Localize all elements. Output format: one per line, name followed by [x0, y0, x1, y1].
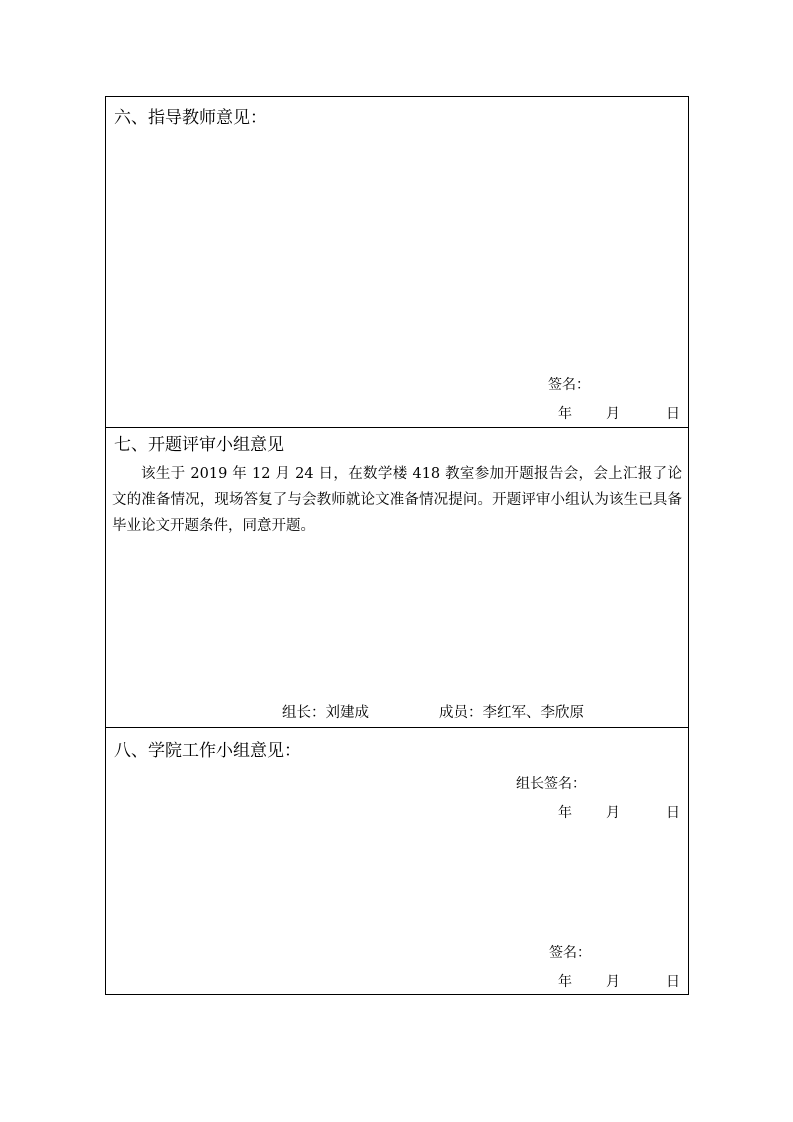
- signature-label: 签名：: [549, 945, 591, 961]
- date-month: 月: [606, 805, 620, 821]
- date-line: [558, 973, 680, 991]
- date-month: 月: [606, 974, 620, 990]
- date-year: 年: [558, 805, 572, 821]
- date-day: 日: [666, 406, 680, 422]
- date-month: 月: [606, 406, 620, 422]
- section-heading: 六、指导教师意见：: [114, 108, 267, 128]
- college-group-opinion-section: [106, 728, 688, 994]
- section-heading: 八、学院工作小组意见：: [114, 741, 301, 761]
- date-day: 日: [666, 805, 680, 821]
- opinion-form-table: [105, 96, 689, 995]
- review-opinion-text: 该生于 2019 年 12 月 24 日，在数学楼 418 教室参加开题报告会，会上汇报了论文的准备情况，现场答复了与会教师就论文准备情况提问。开题评审小组认为该生已具备毕业论文开题条件，同意开题。: [112, 466, 682, 534]
- signature-label: 签名：: [548, 377, 590, 393]
- advisor-opinion-section: [106, 97, 688, 428]
- date-year: 年: [558, 974, 572, 990]
- date-day: 日: [666, 974, 680, 990]
- panel-leader: 组长：刘建成: [282, 705, 369, 721]
- leader-signature-label: 组长签名：: [516, 776, 586, 792]
- date-line: [558, 405, 680, 423]
- date-year: 年: [558, 406, 572, 422]
- section-heading: 七、开题评审小组意见: [114, 435, 284, 455]
- panel-members: 成员：李红军、李欣原: [439, 705, 584, 721]
